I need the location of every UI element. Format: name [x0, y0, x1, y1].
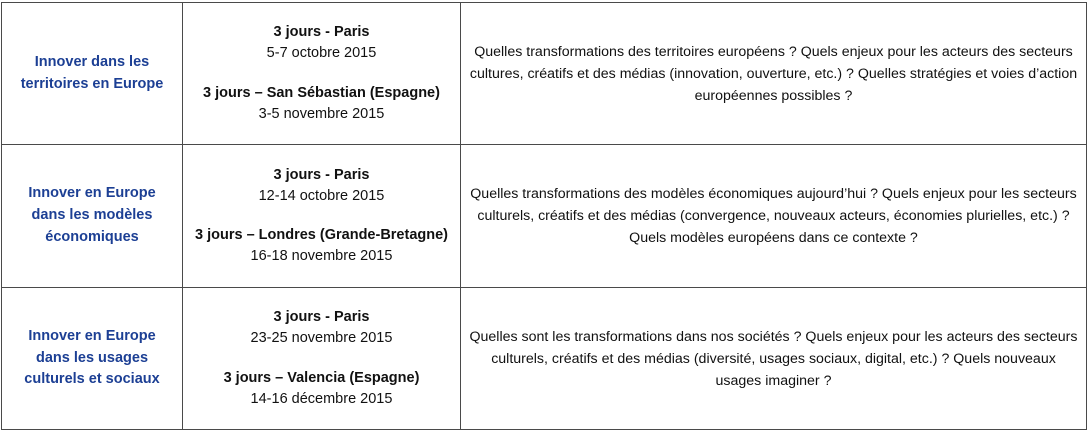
session-place: 3 jours - Paris	[273, 309, 370, 326]
session-entry	[191, 225, 452, 267]
program-table	[1, 2, 1087, 430]
row-title: Innover en Europe dans les usages culturels et sociaux	[2, 288, 183, 430]
table-row	[2, 288, 1087, 430]
session-date: 12-14 octobre 2015	[258, 187, 385, 204]
session-place: 3 jours – Londres (Grande-Bretagne)	[195, 227, 448, 243]
session-place: 3 jours - Paris	[273, 24, 370, 41]
table-row	[2, 145, 1087, 288]
session-date: 16-18 novembre 2015	[250, 248, 393, 265]
session-date: 14-16 décembre 2015	[250, 390, 393, 407]
row-title: Innover en Europe dans les modèles économiques	[2, 145, 183, 288]
session-entry	[191, 368, 452, 410]
document-page	[0, 2, 1089, 433]
session-entry	[191, 83, 452, 125]
row-description: Quelles transformations des modèles économiques aujourd’hui ? Quels enjeux pour les secteurs culturels, créatifs et des médias (convergence, nouveaux acteurs, économies plurielles, etc.) ? Quels modèles européens dans ce contexte ?	[461, 145, 1087, 288]
row-sessions	[183, 3, 461, 145]
session-date: 3-5 novembre 2015	[258, 105, 385, 122]
session-entry	[191, 307, 452, 349]
row-title: Innover dans les territoires en Europe	[2, 3, 183, 145]
table-row	[2, 3, 1087, 145]
session-entry	[191, 22, 452, 64]
session-date: 23-25 novembre 2015	[250, 330, 393, 347]
row-sessions	[183, 145, 461, 288]
session-date: 5-7 octobre 2015	[266, 45, 377, 62]
session-place: 3 jours – San Sébastian (Espagne)	[203, 84, 440, 101]
session-place: 3 jours – Valencia (Espagne)	[223, 369, 420, 386]
session-place: 3 jours - Paris	[273, 166, 370, 183]
row-description: Quelles sont les transformations dans nos sociétés ? Quels enjeux pour les acteurs des secteurs culturels, créatifs et des médias (diversité, usages sociaux, digital, etc.) ? Quels nouveaux usages imaginer ?	[461, 288, 1087, 430]
row-sessions	[183, 288, 461, 430]
row-description: Quelles transformations des territoires européens ? Quels enjeux pour les acteurs des secteurs cultures, créatifs et des médias (innovation, ouverture, etc.) ? Quelles stratégies et voies d’action européennes possibles ?	[461, 3, 1087, 145]
session-entry	[191, 165, 452, 207]
